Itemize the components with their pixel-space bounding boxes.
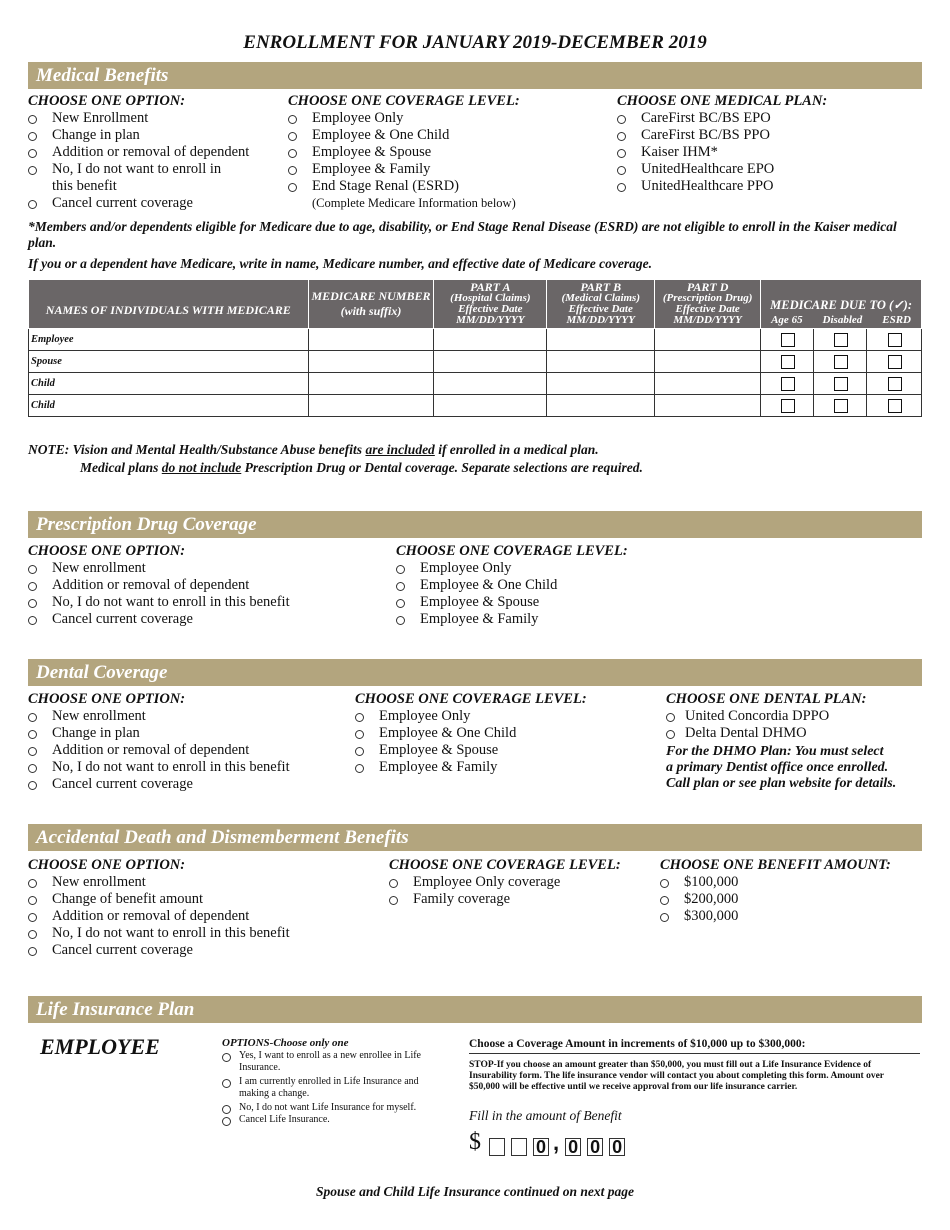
medical-option-header: CHOOSE ONE OPTION: <box>28 93 186 109</box>
rx-option-group <box>28 543 388 628</box>
thousands-separator: , <box>553 1130 560 1155</box>
benefit-digit-box: 0 <box>533 1138 549 1156</box>
benefit-digit-box: 0 <box>609 1138 625 1156</box>
radio-icon[interactable] <box>660 913 669 922</box>
disabled-checkbox[interactable] <box>834 377 848 391</box>
rx-coverage-employee-only[interactable]: Employee Only <box>396 560 696 577</box>
employee-label: EMPLOYEE <box>40 1034 160 1059</box>
radio-icon[interactable] <box>28 565 37 574</box>
life-option-cancel[interactable]: Cancel Life Insurance. <box>222 1114 447 1126</box>
rx-coverage-employee-spouse[interactable]: Employee & Spouse <box>396 594 696 611</box>
medicare-number-field[interactable] <box>308 329 434 351</box>
radio-icon[interactable] <box>617 183 626 192</box>
radio-icon[interactable] <box>28 132 37 141</box>
medicare-row-child: Child <box>29 373 922 395</box>
dental-option-new-enrollment[interactable]: New enrollment <box>28 708 348 725</box>
rx-coverage-employee-family[interactable]: Employee & Family <box>396 611 696 628</box>
age65-checkbox[interactable] <box>781 333 795 347</box>
fill-amount-label: Fill in the amount of Benefit <box>469 1108 622 1123</box>
esrd-checkbox[interactable] <box>888 377 902 391</box>
radio-icon[interactable] <box>28 747 37 756</box>
col-medicare-number: MEDICARE NUMBER (with suffix) <box>308 280 434 329</box>
part-a-date-field[interactable] <box>434 351 547 373</box>
part-d-date-field[interactable] <box>655 395 761 417</box>
dental-plan-header: CHOOSE ONE DENTAL PLAN: <box>666 691 867 707</box>
dollar-sign: $ <box>469 1129 481 1155</box>
medical-plan-group <box>617 93 922 195</box>
radio-icon[interactable] <box>222 1117 231 1126</box>
dental-coverage-header: CHOOSE ONE COVERAGE LEVEL: <box>355 691 587 707</box>
radio-icon[interactable] <box>288 132 297 141</box>
esrd-checkbox[interactable] <box>888 399 902 413</box>
medical-note: NOTE: Vision and Mental Health/Substance Abuse benefits are included if enrolled in a medical plan. Medical plans do not include Prescription Drug or Dental coverage. Separate selections are required. <box>28 442 643 475</box>
dhmo-note: For the DHMO Plan: You must select a primary Dentist office once enrolled. Call plan or see plan website for details. <box>666 744 897 791</box>
medicare-info-note: (Complete Medicare Information below) <box>312 196 516 210</box>
prescription-drug-header: Prescription Drug Coverage <box>28 511 922 538</box>
radio-icon[interactable] <box>617 166 626 175</box>
add-option-new-enrollment[interactable]: New enrollment <box>28 874 383 891</box>
radio-icon[interactable] <box>288 115 297 124</box>
radio-icon[interactable] <box>28 730 37 739</box>
radio-icon[interactable] <box>28 713 37 722</box>
radio-icon[interactable] <box>28 896 37 905</box>
form-title: ENROLLMENT FOR JANUARY 2019-DECEMBER 2019 <box>243 32 707 53</box>
radio-icon[interactable] <box>28 616 37 625</box>
life-amount-header: Choose a Coverage Amount in increments of $10,000 up to $300,000: <box>469 1038 920 1054</box>
medicare-row-spouse: Spouse <box>29 351 922 373</box>
age65-checkbox[interactable] <box>781 399 795 413</box>
radio-icon[interactable] <box>28 879 37 888</box>
life-stop-note: STOP-If you choose an amount greater than $50,000, you must fill out a Life Insurance Evidence of Insurability form. The life insurance vendor will contact you about completing this form. Amount over $50,000 will be effective until we receive approval from our life insurance carrier. <box>469 1060 884 1092</box>
rx-option-add-remove-dependent[interactable]: Addition or removal of dependent <box>28 577 388 594</box>
disabled-checkbox[interactable] <box>834 399 848 413</box>
medical-option-change-plan[interactable]: Change in plan <box>28 127 283 144</box>
radio-icon[interactable] <box>28 947 37 956</box>
col-medicare-due: MEDICARE DUE TO (✓): Age 65 Disabled ESRD <box>761 280 922 329</box>
part-b-date-field[interactable] <box>547 373 655 395</box>
medical-benefits-header: Medical Benefits <box>28 62 922 89</box>
radio-icon[interactable] <box>355 730 364 739</box>
life-options-header: OPTIONS-Choose only one <box>222 1037 349 1049</box>
rx-coverage-group <box>396 543 696 628</box>
disabled-checkbox[interactable] <box>834 333 848 347</box>
radio-icon[interactable] <box>28 764 37 773</box>
add-amount-100k[interactable]: $100,000 <box>660 874 922 891</box>
medicare-number-field[interactable] <box>308 351 434 373</box>
radio-icon[interactable] <box>28 582 37 591</box>
radio-icon[interactable] <box>355 747 364 756</box>
radio-icon[interactable] <box>389 896 398 905</box>
radio-icon[interactable] <box>288 149 297 158</box>
radio-icon[interactable] <box>28 781 37 790</box>
dental-option-group <box>28 691 348 793</box>
add-amount-header: CHOOSE ONE BENEFIT AMOUNT: <box>660 857 891 873</box>
add-option-no-enroll[interactable]: No, I do not want to enroll in this benefit <box>28 925 383 942</box>
medicare-instruction: If you or a dependent have Medicare, write in name, Medicare number, and effective date of Medicare coverage. <box>28 256 653 271</box>
add-coverage-employee-only[interactable]: Employee Only coverage <box>389 874 654 891</box>
radio-icon[interactable] <box>222 1079 231 1088</box>
add-option-add-remove-dependent[interactable]: Addition or removal of dependent <box>28 908 383 925</box>
kaiser-eligibility-note: *Members and/or dependents eligible for Medicare due to age, disability, or End Stage Renal Disease (ESRD) are not eligible to enroll in the Kaiser medical plan. <box>28 219 897 250</box>
part-a-date-field[interactable] <box>434 373 547 395</box>
disabled-checkbox[interactable] <box>834 355 848 369</box>
add-benefits-header: Accidental Death and Dismemberment Benefits <box>28 824 922 851</box>
medical-option-add-remove-dependent[interactable]: Addition or removal of dependent <box>28 144 283 161</box>
radio-icon[interactable] <box>28 930 37 939</box>
part-a-date-field[interactable] <box>434 329 547 351</box>
benefit-amount-field[interactable] <box>469 1126 631 1156</box>
radio-icon[interactable] <box>666 713 675 722</box>
life-option-group <box>222 1037 447 1126</box>
benefit-digit-box[interactable] <box>489 1138 505 1156</box>
radio-icon[interactable] <box>222 1053 231 1062</box>
radio-icon[interactable] <box>660 879 669 888</box>
dental-option-no-enroll[interactable]: No, I do not want to enroll in this benefit <box>28 759 348 776</box>
rx-option-new-enrollment[interactable]: New enrollment <box>28 560 388 577</box>
add-option-change-amount[interactable]: Change of benefit amount <box>28 891 383 908</box>
plan-delta-dental-dhmo[interactable]: Delta Dental DHMO <box>666 725 922 742</box>
esrd-checkbox[interactable] <box>888 355 902 369</box>
medical-option-new-enrollment[interactable]: New Enrollment <box>28 110 283 127</box>
plan-uhc-ppo[interactable]: UnitedHealthcare PPO <box>617 178 922 195</box>
part-d-date-field[interactable] <box>655 351 761 373</box>
life-option-new-enrollee[interactable]: Yes, I want to enroll as a new enrollee in Life Insurance. <box>222 1050 447 1074</box>
part-d-date-field[interactable] <box>655 329 761 351</box>
radio-icon[interactable] <box>28 913 37 922</box>
radio-icon[interactable] <box>28 166 37 175</box>
add-amount-200k[interactable]: $200,000 <box>660 891 922 908</box>
medical-coverage-group <box>288 93 608 212</box>
dental-option-header: CHOOSE ONE OPTION: <box>28 691 186 707</box>
medicare-table <box>28 279 922 417</box>
radio-icon[interactable] <box>28 115 37 124</box>
part-b-date-field[interactable] <box>547 329 655 351</box>
age65-checkbox[interactable] <box>781 377 795 391</box>
life-option-change[interactable]: I am currently enrolled in Life Insurance and making a change. <box>222 1076 447 1100</box>
life-insurance-header: Life Insurance Plan <box>28 996 922 1023</box>
medical-plan-header: CHOOSE ONE MEDICAL PLAN: <box>617 93 828 109</box>
radio-icon[interactable] <box>222 1105 231 1114</box>
dental-coverage-employee-only[interactable]: Employee Only <box>355 708 655 725</box>
esrd-checkbox[interactable] <box>888 333 902 347</box>
part-a-date-field[interactable] <box>434 395 547 417</box>
medical-coverage-employee-only[interactable]: Employee Only <box>288 110 608 127</box>
part-b-date-field[interactable] <box>547 351 655 373</box>
plan-carefirst-ppo[interactable]: CareFirst BC/BS PPO <box>617 127 922 144</box>
radio-icon[interactable] <box>396 616 405 625</box>
dental-plan-group <box>666 691 922 792</box>
add-amount-group <box>660 857 922 925</box>
radio-icon[interactable] <box>666 730 675 739</box>
rx-coverage-employee-child[interactable]: Employee & One Child <box>396 577 696 594</box>
medicare-row-employee: Employee <box>29 329 922 351</box>
add-amount-300k[interactable]: $300,000 <box>660 908 922 925</box>
age65-checkbox[interactable] <box>781 355 795 369</box>
continued-footer: Spouse and Child Life Insurance continued on next page <box>315 1184 635 1199</box>
plan-kaiser-ihm[interactable]: Kaiser IHM* <box>617 144 922 161</box>
add-option-header: CHOOSE ONE OPTION: <box>28 857 186 873</box>
medical-option-cancel[interactable]: Cancel current coverage <box>28 195 283 212</box>
dental-option-change-plan[interactable]: Change in plan <box>28 725 348 742</box>
rx-option-header: CHOOSE ONE OPTION: <box>28 543 186 559</box>
medical-coverage-employee-spouse[interactable]: Employee & Spouse <box>288 144 608 161</box>
col-part-a: PART A (Hospital Claims) Effective Date MM/DD/YYYY <box>434 280 547 329</box>
add-coverage-group <box>389 857 654 908</box>
medical-option-group <box>28 93 283 212</box>
col-names: NAMES OF INDIVIDUALS WITH MEDICARE <box>29 280 309 329</box>
medical-coverage-esrd[interactable]: End Stage Renal (ESRD) <box>288 178 608 195</box>
dental-coverage-header: Dental Coverage <box>28 659 922 686</box>
life-option-no[interactable]: No, I do not want Life Insurance for myself. <box>222 1102 447 1114</box>
col-part-d: PART D (Prescription Drug) Effective Date MM/DD/YYYY <box>655 280 761 329</box>
add-option-cancel[interactable]: Cancel current coverage <box>28 942 383 959</box>
plan-uhc-epo[interactable]: UnitedHealthcare EPO <box>617 161 922 178</box>
add-option-group <box>28 857 383 959</box>
plan-carefirst-epo[interactable]: CareFirst BC/BS EPO <box>617 110 922 127</box>
radio-icon[interactable] <box>28 149 37 158</box>
part-b-date-field[interactable] <box>547 395 655 417</box>
radio-icon[interactable] <box>617 149 626 158</box>
dental-coverage-employee-spouse[interactable]: Employee & Spouse <box>355 742 655 759</box>
radio-icon[interactable] <box>355 713 364 722</box>
medical-option-no-enroll[interactable]: No, I do not want to enroll in this benefit <box>28 161 283 195</box>
radio-icon[interactable] <box>355 764 364 773</box>
dental-option-cancel[interactable]: Cancel current coverage <box>28 776 348 793</box>
radio-icon[interactable] <box>617 115 626 124</box>
radio-icon[interactable] <box>288 166 297 175</box>
medical-coverage-employee-child[interactable]: Employee & One Child <box>288 127 608 144</box>
part-d-date-field[interactable] <box>655 373 761 395</box>
medical-coverage-employee-family[interactable]: Employee & Family <box>288 161 608 178</box>
radio-icon[interactable] <box>288 183 297 192</box>
radio-icon[interactable] <box>396 565 405 574</box>
rx-option-cancel[interactable]: Cancel current coverage <box>28 611 388 628</box>
add-coverage-header: CHOOSE ONE COVERAGE LEVEL: <box>389 857 621 873</box>
medical-coverage-header: CHOOSE ONE COVERAGE LEVEL: <box>288 93 520 109</box>
rx-option-no-enroll[interactable]: No, I do not want to enroll in this benefit <box>28 594 388 611</box>
radio-icon[interactable] <box>389 879 398 888</box>
dental-coverage-group <box>355 691 655 776</box>
medicare-number-field[interactable] <box>308 373 434 395</box>
add-coverage-family[interactable]: Family coverage <box>389 891 654 908</box>
radio-icon[interactable] <box>660 896 669 905</box>
benefit-digit-box: 0 <box>587 1138 603 1156</box>
dental-coverage-employee-family[interactable]: Employee & Family <box>355 759 655 776</box>
dental-coverage-employee-child[interactable]: Employee & One Child <box>355 725 655 742</box>
medicare-row-child: Child <box>29 395 922 417</box>
benefit-digit-box: 0 <box>565 1138 581 1156</box>
radio-icon[interactable] <box>396 599 405 608</box>
radio-icon[interactable] <box>617 132 626 141</box>
medicare-number-field[interactable] <box>308 395 434 417</box>
plan-united-concordia-dppo[interactable]: United Concordia DPPO <box>666 708 922 725</box>
radio-icon[interactable] <box>28 200 37 209</box>
radio-icon[interactable] <box>28 599 37 608</box>
benefit-digit-box[interactable] <box>511 1138 527 1156</box>
dental-option-add-remove-dependent[interactable]: Addition or removal of dependent <box>28 742 348 759</box>
radio-icon[interactable] <box>396 582 405 591</box>
col-part-b: PART B (Medical Claims) Effective Date MM/DD/YYYY <box>547 280 655 329</box>
rx-coverage-header: CHOOSE ONE COVERAGE LEVEL: <box>396 543 628 559</box>
